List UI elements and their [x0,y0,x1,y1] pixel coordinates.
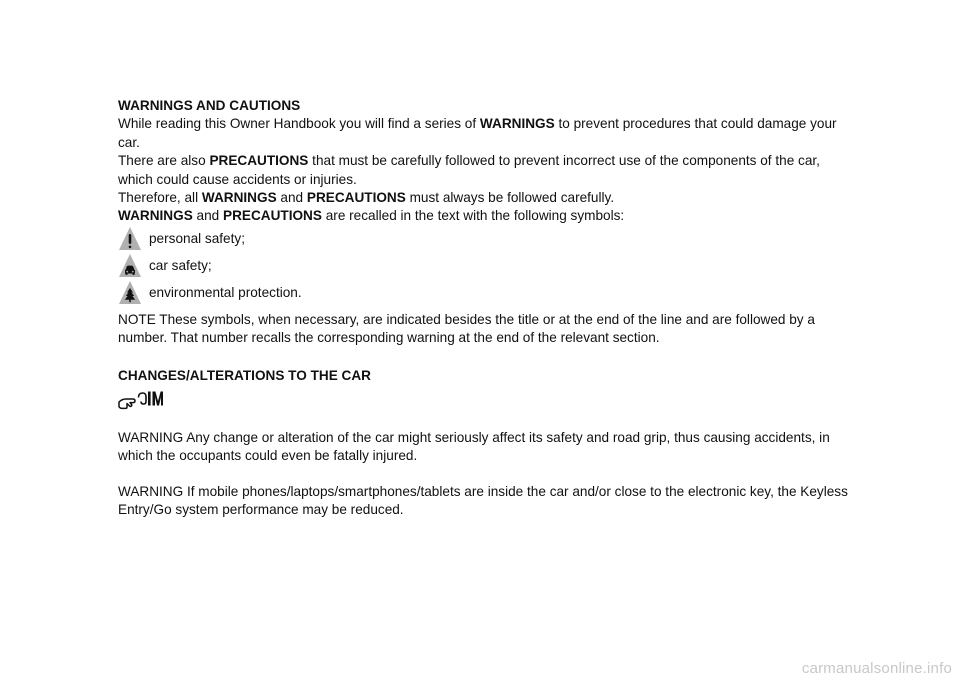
manual-page [118,97,853,520]
symbol-label: environmental protection. [149,285,302,301]
text: Therefore, all [118,190,202,206]
symbol-row-car-safety [118,253,853,280]
symbol-row-environmental-protection [118,280,853,307]
text: There are also [118,153,210,169]
text: must always be followed carefully. [405,190,615,206]
text: are recalled in the text with the following symbols: [321,208,625,224]
text: to prevent procedures that could damage your car. [118,116,837,150]
symbol-label: car safety; [149,258,212,274]
paragraph-warnings-intro [118,115,853,152]
bold-term-warnings: WARNINGS [201,190,277,206]
hand-alteration-icon [118,388,164,410]
paragraph-symbols-intro [118,207,853,225]
bold-term-precautions: PRECAUTIONS [223,208,322,224]
text: and [192,208,223,224]
symbol-label: personal safety; [149,231,245,247]
warning-alteration: WARNING Any change or alteration of the car might seriously affect its safety and road grip, thus causing accidents, in which the occupants could even be fatally injured. [118,430,830,464]
paragraph-precautions-intro [118,152,853,189]
personal-safety-warning-icon [118,226,142,252]
bold-term-precautions: PRECAUTIONS [209,153,309,169]
environmental-protection-warning-icon [118,280,142,306]
bold-term-warnings: WARNINGS [118,208,193,224]
paragraph-follow-carefully [118,189,853,207]
section-title-changes-alterations: CHANGES/ALTERATIONS TO THE CAR [118,367,371,383]
bold-term-precautions: PRECAUTIONS [306,190,406,206]
section-title-warnings-cautions: WARNINGS AND CAUTIONS [118,98,301,113]
text: While reading this Owner Handbook you will find a series of [118,116,480,132]
warning-keyless-entry: WARNING If mobile phones/laptops/smartphones/tablets are inside the car and/or close to the electronic key, the Keyless Entry/Go system performance may be reduced. [118,483,848,518]
car-safety-warning-icon [118,253,142,279]
symbol-row-personal-safety [118,226,853,253]
text: and [276,190,307,206]
note-symbols: NOTE These symbols, when necessary, are indicated besides the title or at the end of the line and are followed by a number. That number recalls the corresponding warning at the end of the relevant section. [118,311,815,346]
bold-term-warnings: WARNINGS [479,116,555,132]
watermark: carmanualsonline.info [801,660,952,677]
text: that must be carefully followed to prevent incorrect use of the components of the car, which could cause accidents or injuries. [118,153,820,187]
